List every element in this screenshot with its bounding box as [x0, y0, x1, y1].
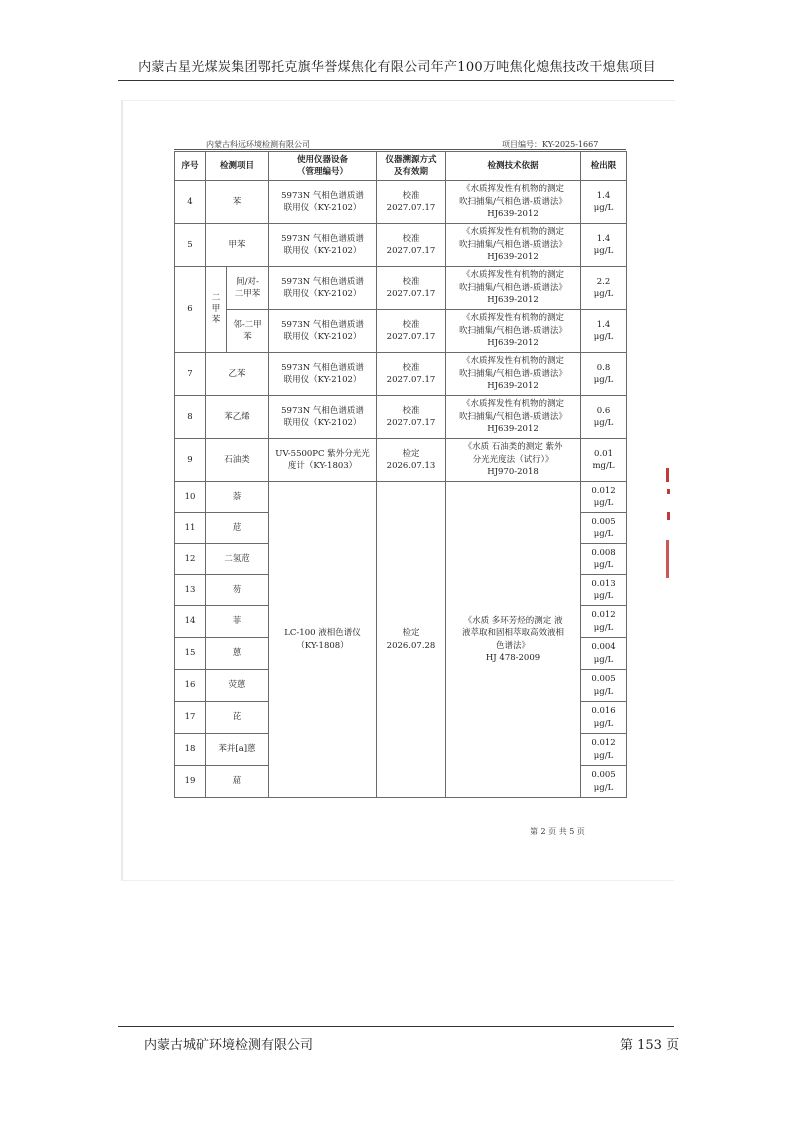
row-limit: 0.005 μg/L — [581, 670, 627, 702]
row-calibration: 校准 2027.07.17 — [377, 181, 446, 224]
row-limit: 0.012 μg/L — [581, 606, 627, 638]
footer-company: 内蒙古城矿环境检测有限公司 — [144, 1038, 314, 1053]
row-instrument: 5973N 气相色谱质谱 联用仪（KY-2102） — [269, 181, 377, 224]
report-header-rule — [174, 149, 626, 150]
seal-edge-mark — [666, 468, 669, 482]
pah-instrument: LC-100 液相色谱仪 （KY-1808） — [269, 482, 377, 798]
row-item: 苯并[a]蒽 — [206, 734, 269, 766]
header-no: 序号 — [175, 152, 206, 181]
report-company: 内蒙古科远环境检测有限公司 — [206, 140, 310, 149]
row-limit: 0.008 μg/L — [581, 544, 627, 575]
row-item: 间/对- 二甲苯 — [227, 267, 269, 310]
instrument-table — [174, 151, 627, 798]
row-calibration: 校准 2027.07.17 — [377, 310, 446, 353]
scan-edge — [121, 100, 123, 880]
seal-edge-mark — [666, 540, 669, 578]
table-row — [175, 181, 627, 224]
row-item: 荧蒽 — [206, 670, 269, 702]
row-limit: 0.016 μg/L — [581, 702, 627, 734]
row-no: 5 — [175, 224, 206, 267]
row-instrument: 5973N 气相色谱质谱 联用仪（KY-2102） — [269, 353, 377, 396]
row-calibration: 检定 2026.07.13 — [377, 439, 446, 482]
header-item: 检测项目 — [206, 152, 269, 181]
row-calibration: 校准 2027.07.17 — [377, 267, 446, 310]
table-row — [175, 224, 627, 267]
row-limit: 0.005 μg/L — [581, 766, 627, 798]
table-row — [175, 353, 627, 396]
table-header-row — [175, 152, 627, 181]
row-instrument: 5973N 气相色谱质谱 联用仪（KY-2102） — [269, 224, 377, 267]
row-instrument: 5973N 气相色谱质谱 联用仪（KY-2102） — [269, 396, 377, 439]
row-no: 18 — [175, 734, 206, 766]
row-item: 芴 — [206, 575, 269, 606]
row-instrument: UV-5500PC 紫外分光光 度计（KY-1803） — [269, 439, 377, 482]
row-item: 蒽 — [206, 638, 269, 670]
row-limit: 1.4 μg/L — [581, 181, 627, 224]
row-item: 苯乙烯 — [206, 396, 269, 439]
footer-page-number: 第 153 页 — [620, 1038, 680, 1053]
row-no: 12 — [175, 544, 206, 575]
row-no: 7 — [175, 353, 206, 396]
row-item: 石油类 — [206, 439, 269, 482]
row-method: 《水质挥发性有机物的测定 吹扫捕集/气相色谱-质谱法》 HJ639-2012 — [446, 353, 581, 396]
header-limit: 检出限 — [581, 152, 627, 181]
header-rule — [118, 80, 674, 81]
row-limit: 1.4 μg/L — [581, 224, 627, 267]
row-item: 二氢苊 — [206, 544, 269, 575]
row-item: 䓛 — [206, 766, 269, 798]
row-limit: 2.2 μg/L — [581, 267, 627, 310]
row-instrument: 5973N 气相色谱质谱 联用仪（KY-2102） — [269, 310, 377, 353]
seal-edge-mark — [667, 512, 670, 520]
table-row — [175, 396, 627, 439]
row-limit: 0.01 mg/L — [581, 439, 627, 482]
pah-method: 《水质 多环芳烃的测定 液 液萃取和固相萃取高效液相 色谱法》 HJ 478-2009 — [446, 482, 581, 798]
row-no: 11 — [175, 513, 206, 544]
row-limit: 0.6 μg/L — [581, 396, 627, 439]
table-row — [175, 310, 627, 353]
row-limit: 0.012 μg/L — [581, 734, 627, 766]
row-limit: 1.4 μg/L — [581, 310, 627, 353]
row-calibration: 校准 2027.07.17 — [377, 353, 446, 396]
row-item: 邻-二甲 苯 — [227, 310, 269, 353]
row-method: 《水质挥发性有机物的测定 吹扫捕集/气相色谱-质谱法》 HJ639-2012 — [446, 310, 581, 353]
table-row — [175, 482, 627, 513]
row-method: 《水质挥发性有机物的测定 吹扫捕集/气相色谱-质谱法》 HJ639-2012 — [446, 224, 581, 267]
report-page-number: 第 2 页 共 5 页 — [530, 827, 585, 836]
seal-edge-mark — [667, 489, 670, 494]
row-method: 《水质 石油类的测定 紫外 分光光度法（试行）》 HJ970-2018 — [446, 439, 581, 482]
row-limit: 0.8 μg/L — [581, 353, 627, 396]
row-item: 苊 — [206, 513, 269, 544]
row-method: 《水质挥发性有机物的测定 吹扫捕集/气相色谱-质谱法》 HJ639-2012 — [446, 267, 581, 310]
row-item: 芘 — [206, 702, 269, 734]
row-limit: 0.013 μg/L — [581, 575, 627, 606]
row-no: 8 — [175, 396, 206, 439]
xylene-group-label: 二 甲 苯 — [206, 267, 227, 353]
row-method: 《水质挥发性有机物的测定 吹扫捕集/气相色谱-质谱法》 HJ639-2012 — [446, 181, 581, 224]
row-no: 15 — [175, 638, 206, 670]
table-row — [175, 267, 627, 310]
row-no: 13 — [175, 575, 206, 606]
table-row — [175, 439, 627, 482]
row-item: 苯 — [206, 181, 269, 224]
row-no: 4 — [175, 181, 206, 224]
row-limit: 0.012 μg/L — [581, 482, 627, 513]
row-method: 《水质挥发性有机物的测定 吹扫捕集/气相色谱-质谱法》 HJ639-2012 — [446, 396, 581, 439]
row-limit: 0.004 μg/L — [581, 638, 627, 670]
page-header: 内蒙古星光煤炭集团鄂托克旗华誉煤焦化有限公司年产100万吨焦化熄焦技改干熄焦项目 — [138, 60, 656, 75]
row-no: 16 — [175, 670, 206, 702]
row-item: 菲 — [206, 606, 269, 638]
row-item: 乙苯 — [206, 353, 269, 396]
row-instrument: 5973N 气相色谱质谱 联用仪（KY-2102） — [269, 267, 377, 310]
row-item: 萘 — [206, 482, 269, 513]
row-no: 10 — [175, 482, 206, 513]
row-limit: 0.005 μg/L — [581, 513, 627, 544]
row-no: 19 — [175, 766, 206, 798]
header-calibration: 仪器溯源方式 及有效期 — [377, 152, 446, 181]
row-no: 6 — [175, 267, 206, 353]
report-project-no: 项目编号：KY-2025-1667 — [502, 140, 599, 149]
footer-rule — [118, 1026, 674, 1027]
row-item: 甲苯 — [206, 224, 269, 267]
row-no: 14 — [175, 606, 206, 638]
row-calibration: 校准 2027.07.17 — [377, 224, 446, 267]
header-method: 检测技术依据 — [446, 152, 581, 181]
pah-calibration: 检定 2026.07.28 — [377, 482, 446, 798]
row-no: 17 — [175, 702, 206, 734]
scan-bottom-edge — [121, 880, 674, 881]
row-no: 9 — [175, 439, 206, 482]
header-instrument: 使用仪器设备 （管理编号） — [269, 152, 377, 181]
row-calibration: 校准 2027.07.17 — [377, 396, 446, 439]
